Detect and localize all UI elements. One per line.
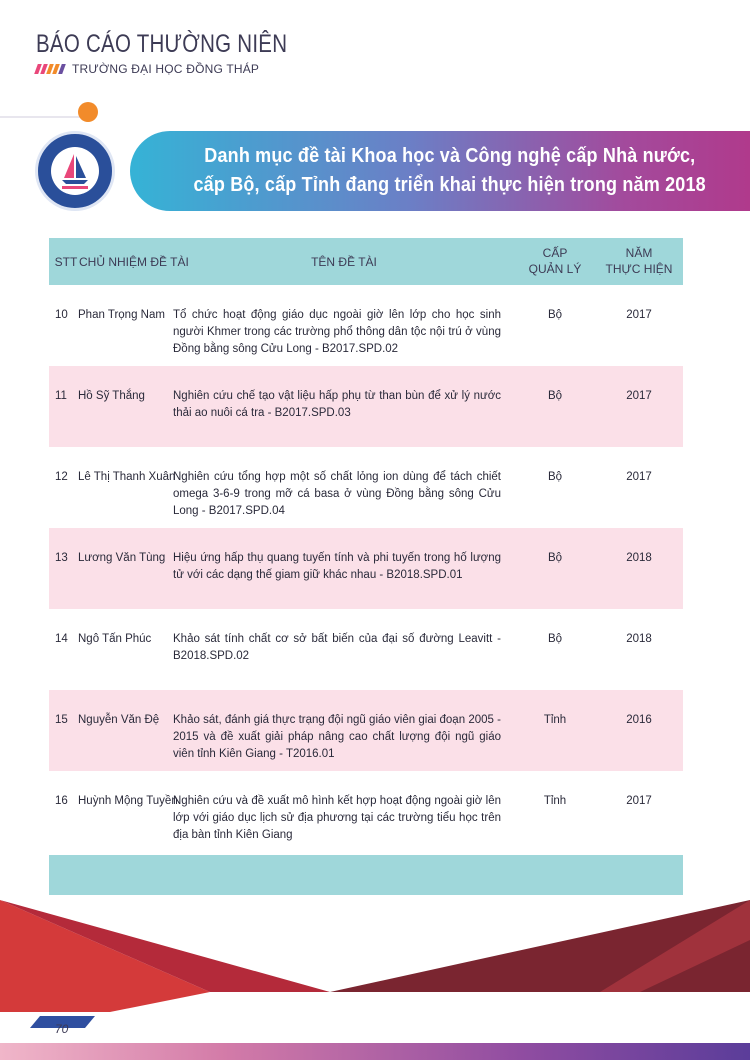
- header-year: [597, 245, 681, 277]
- cell-title: Khảo sát tính chất cơ sở bất biến của đại số đường Leavitt - B2018.SPD.02: [173, 633, 501, 662]
- cell-year: 2016: [626, 714, 652, 726]
- stripe: [58, 64, 66, 74]
- cell-level: Bộ: [547, 633, 563, 645]
- cell-person: Hồ Sỹ Thắng: [78, 390, 145, 402]
- cell-person: Phan Trọng Nam: [78, 309, 165, 321]
- header-year-line1: NĂM: [625, 246, 653, 260]
- header-stt: STT: [54, 255, 78, 269]
- table-row: [49, 690, 683, 771]
- school-name: TRƯỜNG ĐẠI HỌC ĐỒNG THÁP: [72, 62, 260, 76]
- cell-stt: 12: [55, 471, 68, 483]
- table-row: [49, 609, 683, 690]
- table-header: [49, 238, 683, 285]
- stripes-decoration: [36, 64, 64, 74]
- cell-title: Tổ chức hoạt động giáo dục ngoài giờ lên lớp cho học sinh người Khmer trong các trường phổ thông dân tộc nội trú ở vùng Đồng bằng sông Cửu Long - B2017.SPD.02: [173, 309, 501, 355]
- cell-stt: 10: [55, 309, 68, 321]
- cell-level: Tỉnh: [543, 714, 567, 726]
- bottom-decoration: [0, 900, 750, 1060]
- timeline-dot: [78, 102, 98, 122]
- header-level-line2: QUẢN LÝ: [528, 262, 582, 276]
- bottom-gradient-bar: [0, 1043, 750, 1060]
- timeline-line: [0, 116, 80, 118]
- cell-title: Nghiên cứu tổng hợp một số chất lỏng ion dùng để tách chiết omega 3-6-9 trong mỡ cá basa ở vùng Đồng bằng sông Cửu Long - B2017.SPD.04: [173, 471, 501, 517]
- cell-person: Lương Văn Tùng: [78, 552, 166, 564]
- cell-year: 2018: [626, 552, 652, 564]
- cell-level: Bộ: [547, 390, 563, 402]
- cell-level: Bộ: [547, 552, 563, 564]
- header-level-line1: CẤP: [542, 246, 568, 260]
- research-topics-table: [49, 238, 683, 895]
- table-row: [49, 285, 683, 366]
- cell-person: Ngô Tấn Phúc: [78, 633, 152, 645]
- cell-level: Tỉnh: [543, 795, 567, 807]
- cell-title: Nghiên cứu và đề xuất mô hình kết hợp hoạt động ngoài giờ lên lớp với giáo dục lịch sử địa phương tại các trường tiểu học trên địa bàn tỉnh Kiên Giang: [173, 795, 501, 841]
- banner-title: [150, 136, 750, 206]
- cell-person: Nguyễn Văn Đệ: [78, 714, 160, 726]
- cell-level: Bộ: [547, 471, 563, 483]
- cell-year: 2017: [626, 471, 652, 483]
- table-row: [49, 771, 683, 852]
- cell-year: 2018: [626, 633, 652, 645]
- cell-title: Nghiên cứu chế tạo vật liệu hấp phụ từ than bùn để xử lý nước thải ao nuôi cá tra - B2017.SPD.03: [173, 390, 501, 419]
- cell-title: Hiệu ứng hấp thụ quang tuyến tính và phi tuyến trong hố lượng tử với các dạng thế giam giữ khác nhau - B2018.SPD.01: [173, 552, 501, 581]
- header-band: [0, 0, 750, 118]
- banner-title-line2: cấp Bộ, cấp Tỉnh đang triển khai thực hiện trong năm 2018: [193, 174, 707, 196]
- cell-stt: 16: [55, 795, 68, 807]
- cell-title: Khảo sát, đánh giá thực trạng đội ngũ giáo viên giai đoạn 2005 - 2015 và đề xuất giải pháp nâng cao chất lượng đội ngũ giáo viên tỉnh Kiên Giang - T2016.01: [173, 714, 501, 760]
- cell-stt: 14: [55, 633, 68, 645]
- banner-title-line1: Danh mục đề tài Khoa học và Công nghệ cấp Nhà nước,: [204, 145, 696, 167]
- cell-person: Lê Thị Thanh Xuân: [78, 471, 176, 483]
- cell-stt: 11: [55, 390, 67, 402]
- header-level: [519, 245, 591, 277]
- cell-year: 2017: [626, 390, 652, 402]
- table-row: [49, 366, 683, 447]
- cell-year: 2017: [626, 309, 652, 321]
- table-row: [49, 447, 683, 528]
- cell-year: 2017: [626, 795, 652, 807]
- logo-emblem-icon: [38, 134, 112, 208]
- cell-level: Bộ: [547, 309, 563, 321]
- cell-person: Huỳnh Mộng Tuyền: [78, 795, 178, 807]
- school-name-row: [36, 62, 259, 76]
- cell-stt: 13: [55, 552, 68, 564]
- university-logo-icon: [35, 131, 115, 211]
- table-row: [49, 528, 683, 609]
- page-number: 70: [55, 1022, 69, 1036]
- header-title: TÊN ĐỀ TÀI: [311, 255, 377, 269]
- header-person: CHỦ NHIỆM ĐỀ TÀI: [79, 255, 189, 269]
- report-title: BÁO CÁO THƯỜNG NIÊN: [36, 30, 288, 58]
- cell-stt: 15: [55, 714, 68, 726]
- header-year-line2: THỰC HIỆN: [605, 262, 673, 276]
- table-footer: [49, 855, 683, 895]
